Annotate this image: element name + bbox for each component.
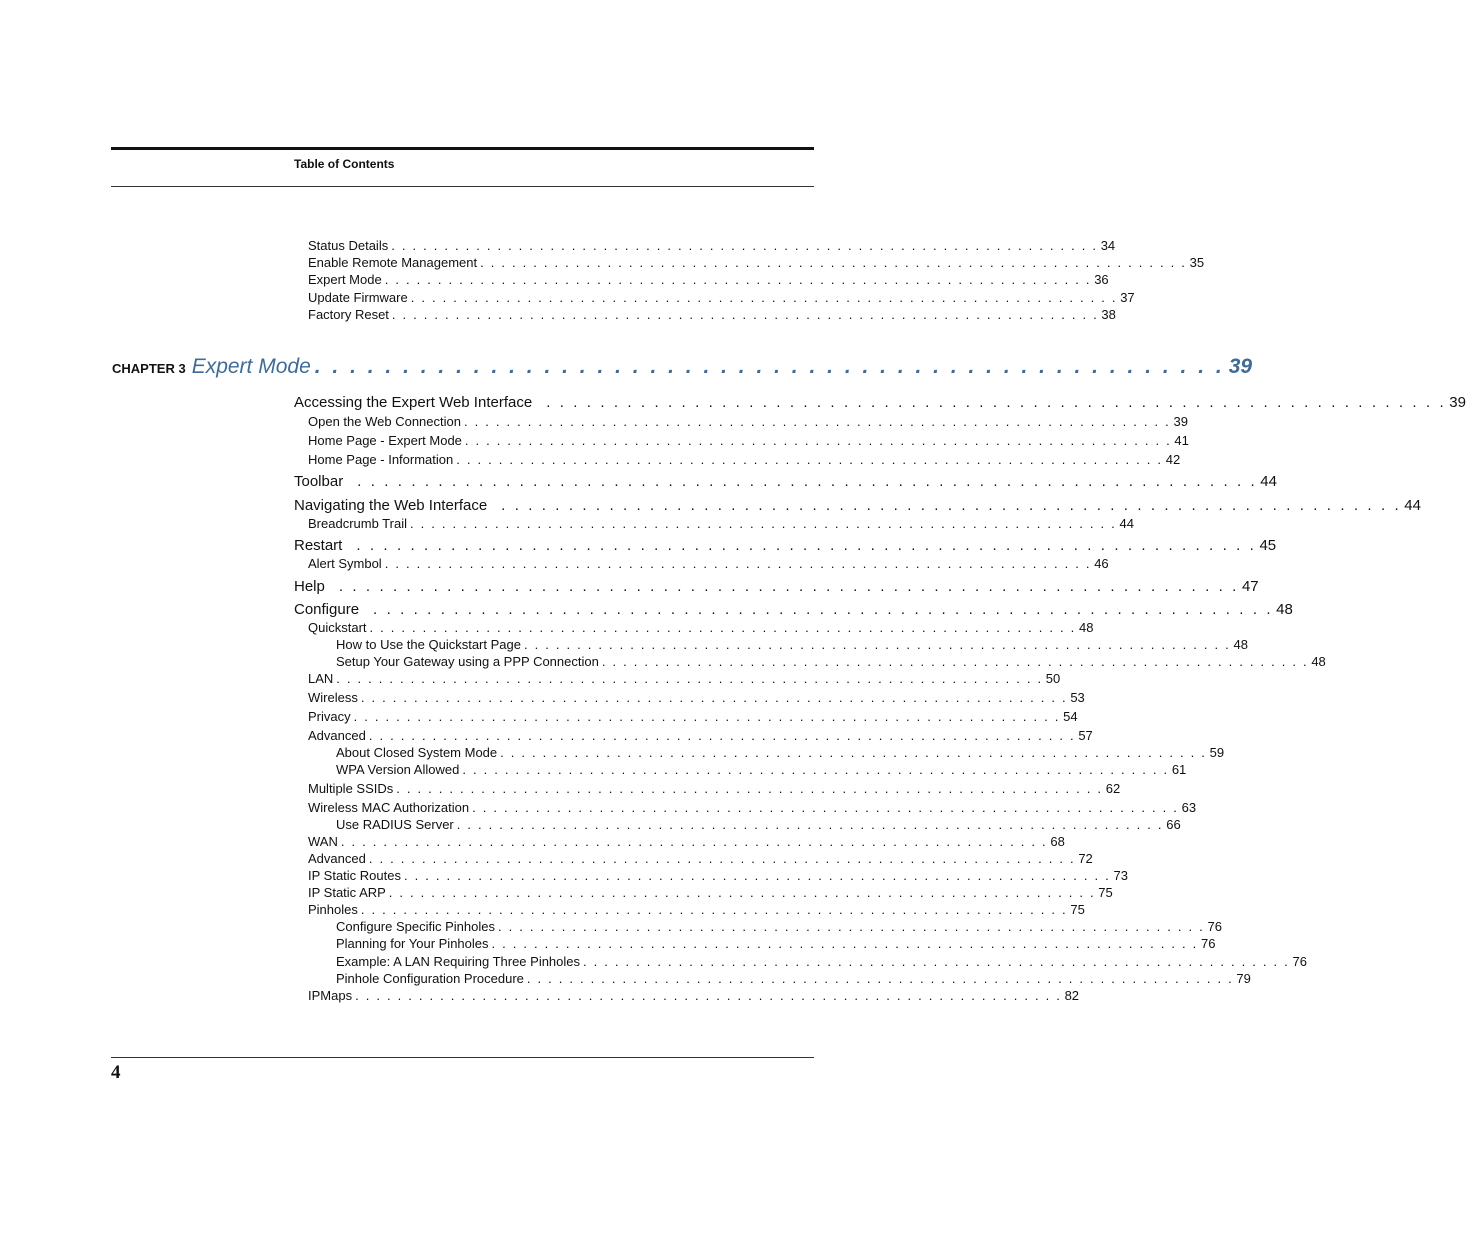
- toc-entry-page: 35: [1189, 255, 1205, 270]
- toc-subsubentry[interactable]: [336, 762, 1187, 779]
- chapter-dot-leader: . . . . . . . . . . . . . . . . . . . . . . . . . . . . . . . . . . . . . . . . . . . . . . . . . . . .: [314, 355, 1225, 378]
- toc-entry-title: Help: [294, 578, 325, 595]
- dot-leader: . . . . . . . . . . . . . . . . . . . . . . . . . . . . . . . . . . . . . . . . . . . . . . . . . . . . . . . . . . . . . . . . . . .: [369, 620, 1076, 635]
- toc-entry[interactable]: [308, 290, 1135, 307]
- dot-leader: . . . . . . . . . . . . . . . . . . . . . . . . . . . . . . . . . . . . . . . . . . . . . . . . . . . . . . . . . . . . . . . . . . .: [497, 919, 1205, 934]
- dot-leader: . . . . . . . . . . . . . . . . . . . . . . . . . . . . . . . . . . . . . . . . . . . . . . . . . . . . . . . . . . . . . . . . . . .: [403, 868, 1111, 883]
- toc-entry[interactable]: [308, 255, 1205, 272]
- dot-leader: . . . . . . . . . . . . . . . . . . . . . . . . . . . . . . . . . . . . . . . . . . . . . . . . . . . . . . . . . . . . . . . . . . .: [463, 414, 1171, 429]
- header-rule-top: [111, 147, 814, 150]
- toc-subsubentry[interactable]: [336, 919, 1222, 936]
- toc-entry-title: IP Static ARP: [308, 885, 386, 900]
- toc-entry-title: Update Firmware: [308, 290, 408, 305]
- toc-subentry[interactable]: [308, 851, 1093, 868]
- toc-entry-title: Quickstart: [308, 620, 367, 635]
- toc-entry-title: Home Page - Information: [308, 452, 454, 467]
- toc-entry-page: 76: [1201, 936, 1216, 951]
- toc-entry-page: 48: [1276, 601, 1293, 618]
- toc-entry-title: Advanced: [308, 728, 366, 743]
- dot-leader: . . . . . . . . . . . . . . . . . . . . . . . . . . . . . . . . . . . . . . . . . . . . . . . . . . . . . . . . . . . . . . . . . . .: [601, 654, 1309, 669]
- toc-section-entry[interactable]: [294, 394, 1466, 414]
- toc-section-entry[interactable]: [294, 578, 1259, 598]
- dot-leader: . . . . . . . . . . . . . . . . . . . . . . . . . . . . . . . . . . . . . . . . . . . . . . . . . . . . . . . . . . . . . . . . . . .: [384, 272, 1092, 287]
- toc-subsubentry[interactable]: [336, 954, 1307, 971]
- dot-leader: . . . . . . . . . . . . . . . . . . . . . . . . . . . . . . . . . . . . . . . . . . . . . . . . . . . . . . . . . . . . . . . . . . .: [456, 817, 1164, 832]
- toc-entry-page: 57: [1078, 728, 1093, 743]
- toc-entry-title: LAN: [308, 671, 334, 686]
- toc-entry-title: Advanced: [308, 851, 366, 866]
- toc-subentry[interactable]: [308, 988, 1080, 1005]
- toc-entry-page: 39: [1173, 414, 1188, 429]
- toc-entry-page: 38: [1101, 307, 1116, 322]
- toc-entry-page: 54: [1063, 709, 1078, 724]
- toc-entry-title: Status Details: [308, 238, 389, 253]
- toc-subentry[interactable]: [308, 433, 1189, 450]
- toc-entry-page: 53: [1070, 690, 1085, 705]
- toc-entry-title: Home Page - Expert Mode: [308, 433, 462, 448]
- toc-subentry[interactable]: [308, 800, 1197, 817]
- toc-entry-title: Configure Specific Pinholes: [336, 919, 495, 934]
- dot-leader: . . . . . . . . . . . . . . . . . . . . . . . . . . . . . . . . . . . . . . . . . . . . . . . . . . . . . . . . . . . . . . . . . . .: [391, 238, 1098, 253]
- dot-leader: . . . . . . . . . . . . . . . . . . . . . . . . . . . . . . . . . . . . . . . . . . . . . . . . . . . . . . . . . . . . . . . . . . .: [388, 885, 1096, 900]
- toc-entry-page: 47: [1241, 578, 1259, 595]
- toc-subsubentry[interactable]: [336, 654, 1326, 671]
- toc-subsubentry[interactable]: [336, 637, 1248, 654]
- toc-entry-page: 59: [1209, 745, 1225, 760]
- toc-entry-title: Wireless: [308, 690, 358, 705]
- dot-leader: . . . . . . . . . . . . . . . . . . . . . . . . . . . . . . . . . . . . . . . . . . . . . . . . . . . . . . . . . . . . . . . . . . .: [360, 690, 1068, 705]
- dot-leader: . . . . . . . . . . . . . . . . . . . . . . . . . . . . . . . . . . . . . . . . . . . . . . . . . . . . . . . . . . . . . . . . . . .: [368, 728, 1076, 743]
- toc-entry-title: Use RADIUS Server: [336, 817, 454, 832]
- dot-leader: . . . . . . . . . . . . . . . . . . . . . . . . . . . . . . . . . . . . . . . . . . . . . . . . . . . . . . . . . . . . . . . . . . .: [340, 834, 1048, 849]
- toc-entry-page: 37: [1120, 290, 1135, 305]
- toc-entry-page: 75: [1098, 885, 1113, 900]
- dot-leader: . . . . . . . . . . . . . . . . . . . . . . . . . . . . . . . . . . . . . . . . . . . . . . . . . . . . . . . . . . . . . . . . . . .: [391, 307, 1099, 322]
- toc-subentry[interactable]: [308, 671, 1061, 688]
- toc-entry-title: Toolbar: [294, 473, 344, 490]
- toc-subentry[interactable]: [308, 516, 1134, 533]
- toc-entry-title: Setup Your Gateway using a PPP Connection: [336, 654, 599, 669]
- toc-entry-title: Navigating the Web Interface: [294, 497, 488, 514]
- toc-subentry[interactable]: [308, 452, 1181, 469]
- toc-entry-page: 50: [1045, 671, 1061, 686]
- toc-entry-page: 45: [1259, 537, 1277, 554]
- toc-entry-page: 39: [1449, 394, 1466, 411]
- toc-entry[interactable]: [308, 238, 1116, 255]
- toc-subentry[interactable]: [308, 620, 1094, 637]
- dot-leader: . . . . . . . . . . . . . . . . . . . . . . . . . . . . . . . . . . . . . . . . . . . . . . . . . . . . . . . . . . . . . . . . . . .: [526, 971, 1234, 986]
- dot-leader: . . . . . . . . . . . . . . . . . . . . . . . . . . . . . . . . . . . . . . . . . . . . . . . . . . . . . . . . . . . . . . . . . . .: [409, 516, 1117, 531]
- toc-subsubentry[interactable]: [336, 817, 1181, 834]
- toc-entry-page: 48: [1233, 637, 1248, 652]
- toc-entry-page: 61: [1171, 762, 1187, 777]
- toc-entry-title: Wireless MAC Authorization: [308, 800, 470, 815]
- toc-subentry[interactable]: [308, 414, 1188, 431]
- running-header: Table of Contents: [294, 157, 395, 171]
- dot-leader: . . . . . . . . . . . . . . . . . . . . . . . . . . . . . . . . . . . . . . . . . . . . . . . . . . . . . . . . . . . . . . . . . . .: [410, 290, 1118, 305]
- dot-leader: . . . . . . . . . . . . . . . . . . . . . . . . . . . . . . . . . . . . . . . . . . . . . . . . . . . . . . . . . . . . . . . . . . .: [523, 637, 1231, 652]
- dot-leader: . . . . . . . . . . . . . . . . . . . . . . . . . . . . . . . . . . . . . . . . . . . . . . . . . . . . . . . . . . . . . . . . . . .: [472, 800, 1179, 815]
- toc-subentry[interactable]: [308, 556, 1109, 573]
- toc-entry-title: IP Static Routes: [308, 868, 401, 883]
- toc-entry-title: Open the Web Connection: [308, 414, 461, 429]
- dot-leader: . . . . . . . . . . . . . . . . . . . . . . . . . . . . . . . . . . . . . . . . . . . . . . . . . . . . . . . . . . . . . . . . . . .: [336, 671, 1043, 686]
- dot-leader: . . . . . . . . . . . . . . . . . . . . . . . . . . . . . . . . . . . . . . . . . . . . . . . . . . . . . . . . . . . . . . . . . . .: [338, 578, 1239, 595]
- dot-leader: . . . . . . . . . . . . . . . . . . . . . . . . . . . . . . . . . . . . . . . . . . . . . . . . . . . . . . . . . . . . . . . . . . .: [500, 745, 1207, 760]
- dot-leader: . . . . . . . . . . . . . . . . . . . . . . . . . . . . . . . . . . . . . . . . . . . . . . . . . . . . . . . . . . . . . . . . . . .: [456, 452, 1163, 467]
- header-rule-bottom: [111, 186, 814, 187]
- toc-subsubentry[interactable]: [336, 936, 1216, 953]
- dot-leader: . . . . . . . . . . . . . . . . . . . . . . . . . . . . . . . . . . . . . . . . . . . . . . . . . . . . . . . . . . . . . . . . . . .: [373, 601, 1274, 618]
- toc-entry-page: 82: [1064, 988, 1080, 1003]
- toc-entry-page: 72: [1078, 851, 1093, 866]
- chapter-title: Expert Mode: [191, 355, 311, 378]
- toc-entry-page: 76: [1292, 954, 1307, 969]
- dot-leader: . . . . . . . . . . . . . . . . . . . . . . . . . . . . . . . . . . . . . . . . . . . . . . . . . . . . . . . . . . . . . . . . . . .: [462, 762, 1169, 777]
- toc-subentry[interactable]: [308, 781, 1121, 798]
- dot-leader: . . . . . . . . . . . . . . . . . . . . . . . . . . . . . . . . . . . . . . . . . . . . . . . . . . . . . . . . . . . . . . . . . . .: [355, 988, 1062, 1003]
- toc-entry-title: Planning for Your Pinholes: [336, 936, 489, 951]
- toc-subentry[interactable]: [308, 868, 1128, 885]
- page-number: 4: [111, 1062, 121, 1083]
- toc-entry-page: 42: [1165, 452, 1181, 467]
- toc-section-entry[interactable]: [294, 497, 1421, 517]
- dot-leader: . . . . . . . . . . . . . . . . . . . . . . . . . . . . . . . . . . . . . . . . . . . . . . . . . . . . . . . . . . . . . . . . . . .: [357, 473, 1258, 490]
- toc-entry-title: Enable Remote Management: [308, 255, 478, 270]
- toc-subentry[interactable]: [308, 834, 1065, 851]
- toc-entry-title: Expert Mode: [308, 272, 382, 287]
- dot-leader: . . . . . . . . . . . . . . . . . . . . . . . . . . . . . . . . . . . . . . . . . . . . . . . . . . . . . . . . . . . . . . . . . . .: [501, 497, 1402, 514]
- toc-entry-title: Breadcrumb Trail: [308, 516, 407, 531]
- dot-leader: . . . . . . . . . . . . . . . . . . . . . . . . . . . . . . . . . . . . . . . . . . . . . . . . . . . . . . . . . . . . . . . . . . .: [464, 433, 1172, 448]
- dot-leader: . . . . . . . . . . . . . . . . . . . . . . . . . . . . . . . . . . . . . . . . . . . . . . . . . . . . . . . . . . . . . . . . . . .: [491, 936, 1198, 951]
- toc-entry-title: Example: A LAN Requiring Three Pinholes: [336, 954, 581, 969]
- toc-entry-page: 44: [1119, 516, 1134, 531]
- toc-entry[interactable]: [308, 307, 1116, 324]
- toc-subsubentry[interactable]: [336, 971, 1251, 988]
- dot-leader: . . . . . . . . . . . . . . . . . . . . . . . . . . . . . . . . . . . . . . . . . . . . . . . . . . . . . . . . . . . . . . . . . . .: [353, 709, 1061, 724]
- dot-leader: . . . . . . . . . . . . . . . . . . . . . . . . . . . . . . . . . . . . . . . . . . . . . . . . . . . . . . . . . . . . . . . . . . .: [360, 902, 1068, 917]
- toc-subsubentry[interactable]: [336, 745, 1225, 762]
- dot-leader: . . . . . . . . . . . . . . . . . . . . . . . . . . . . . . . . . . . . . . . . . . . . . . . . . . . . . . . . . . . . . . . . . . .: [356, 537, 1257, 554]
- toc-entry-page: 46: [1094, 556, 1109, 571]
- toc-entry-page: 79: [1236, 971, 1251, 986]
- toc-entry-page: 73: [1113, 868, 1128, 883]
- dot-leader: . . . . . . . . . . . . . . . . . . . . . . . . . . . . . . . . . . . . . . . . . . . . . . . . . . . . . . . . . . . . . . . . . . .: [396, 781, 1103, 796]
- toc-entry-title: WAN: [308, 834, 338, 849]
- toc-entry-title: Accessing the Expert Web Interface: [294, 394, 533, 411]
- toc-subentry[interactable]: [308, 690, 1085, 707]
- dot-leader: . . . . . . . . . . . . . . . . . . . . . . . . . . . . . . . . . . . . . . . . . . . . . . . . . . . . . . . . . . . . . . . . . . .: [384, 556, 1092, 571]
- toc-entry-title: IPMaps: [308, 988, 353, 1003]
- toc-entry-title: Multiple SSIDs: [308, 781, 394, 796]
- toc-entry-page: 76: [1207, 919, 1222, 934]
- chapter-page-number: 39: [1228, 355, 1253, 378]
- toc-entry-title: About Closed System Mode: [336, 745, 498, 760]
- toc-subentry[interactable]: [308, 709, 1078, 726]
- toc-entry-title: Configure: [294, 601, 360, 618]
- toc-section-entry[interactable]: [294, 601, 1293, 621]
- toc-entry-page: 66: [1166, 817, 1181, 832]
- toc-entry-page: 48: [1079, 620, 1094, 635]
- dot-leader: . . . . . . . . . . . . . . . . . . . . . . . . . . . . . . . . . . . . . . . . . . . . . . . . . . . . . . . . . . . . . . . . . . .: [368, 851, 1076, 866]
- toc-entry-title: Privacy: [308, 709, 351, 724]
- dot-leader: . . . . . . . . . . . . . . . . . . . . . . . . . . . . . . . . . . . . . . . . . . . . . . . . . . . . . . . . . . . . . . . . . . .: [583, 954, 1290, 969]
- toc-entry-title: Pinholes: [308, 902, 358, 917]
- toc-entry-page: 41: [1174, 433, 1189, 448]
- toc-entry-page: 48: [1311, 654, 1326, 669]
- toc-entry-title: Restart: [294, 537, 343, 554]
- toc-entry-page: 68: [1050, 834, 1065, 849]
- toc-subentry[interactable]: [308, 728, 1093, 745]
- toc-subentry[interactable]: [308, 885, 1113, 902]
- toc-entry-page: 34: [1100, 238, 1116, 253]
- toc-entry-page: 36: [1094, 272, 1109, 287]
- toc-entry-title: How to Use the Quickstart Page: [336, 637, 521, 652]
- footer-rule: [111, 1057, 814, 1058]
- chapter-label: CHAPTER 3: [112, 361, 186, 376]
- toc-entry[interactable]: [308, 272, 1109, 289]
- toc-entry-page: 44: [1260, 473, 1277, 490]
- toc-section-entry[interactable]: [294, 537, 1277, 557]
- toc-entry-title: Factory Reset: [308, 307, 389, 322]
- toc-entry-page: 62: [1105, 781, 1121, 796]
- dot-leader: . . . . . . . . . . . . . . . . . . . . . . . . . . . . . . . . . . . . . . . . . . . . . . . . . . . . . . . . . . . . . . . . . . .: [480, 255, 1187, 270]
- toc-subentry[interactable]: [308, 902, 1085, 919]
- toc-entry-page: 44: [1404, 497, 1421, 514]
- toc-entry-title: Alert Symbol: [308, 556, 382, 571]
- dot-leader: . . . . . . . . . . . . . . . . . . . . . . . . . . . . . . . . . . . . . . . . . . . . . . . . . . . . . . . . . . . . . . . . . . .: [546, 394, 1447, 411]
- toc-entry-page: 63: [1181, 800, 1197, 815]
- toc-entry-title: Pinhole Configuration Procedure: [336, 971, 524, 986]
- toc-section-entry[interactable]: [294, 473, 1277, 493]
- chapter-heading[interactable]: [112, 355, 1253, 385]
- toc-entry-page: 75: [1070, 902, 1085, 917]
- toc-entry-title: WPA Version Allowed: [336, 762, 460, 777]
